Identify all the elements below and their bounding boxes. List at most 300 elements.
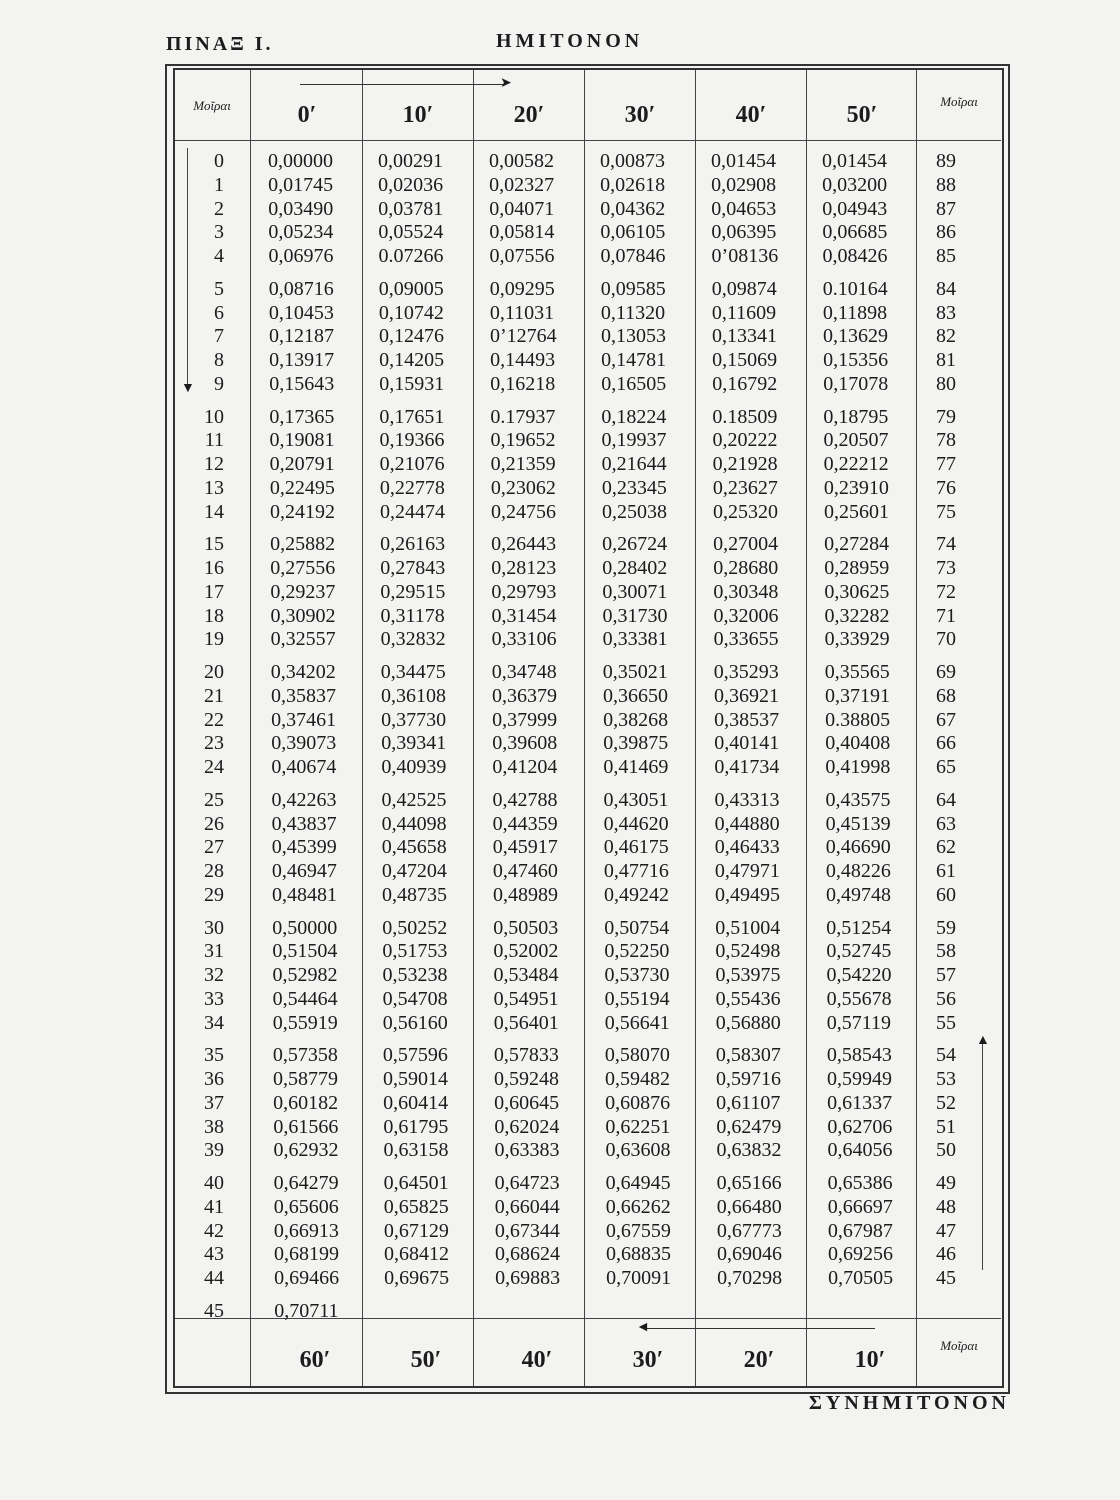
complement-degree-cell: 88 [936,173,956,196]
sine-value-cell: 0,17078 [823,372,889,395]
sine-value-cell: 0,58543 [826,1044,892,1067]
sine-value-cell: 0,53730 [604,964,670,986]
sine-value-cell: 0,13341 [711,325,777,348]
sine-value-cell: 0,65386 [827,1172,893,1194]
complement-degree-cell: 67 [936,708,956,731]
sine-value-cell: 0,56401 [493,1011,559,1034]
complement-degree-cell: 62 [936,836,956,859]
complement-degree-cell: 81 [936,349,956,371]
sine-value-cell: 0,33106 [491,628,557,651]
sine-value-cell: 0,50754 [604,916,670,939]
sine-value-cell: 0,69675 [384,1267,450,1289]
sine-value-cell: 0,26724 [602,533,668,556]
sine-value-cell: 0,17651 [379,405,445,428]
sine-value-cell: 0,47204 [381,860,447,882]
sine-value-cell: 0,04362 [600,197,666,220]
sine-value-cell: 0,25601 [823,500,889,523]
sine-value-cell: 0,06105 [600,221,666,244]
sine-value-cell: 0,49495 [715,883,781,906]
sine-value-cell: 0,54951 [493,987,559,1010]
degree-cell: 33 [204,987,224,1010]
sine-value-cell: 0,45658 [381,836,447,859]
page-title-sine: ΗΜΙΤΟΝΟΝ [496,30,644,52]
sine-value-cell: 0,48735 [382,883,448,906]
sine-value-cell: 0,68624 [495,1243,561,1266]
sine-value-cell: 0,08426 [822,245,888,267]
sine-value-cell: 0,11609 [711,301,777,324]
sine-value-cell: 0,21644 [601,453,667,475]
complement-degree-cell: 60 [936,883,956,906]
sine-value-cell: 0,67129 [383,1219,449,1242]
sine-value-cell: 0,05234 [268,221,334,244]
sine-value-cell: 0,67559 [605,1219,671,1242]
sine-value-cell: 0,02618 [600,173,666,196]
degree-cell: 1 [214,173,224,196]
degree-cell: 28 [204,860,224,882]
degree-cell: 38 [204,1115,224,1138]
complement-degree-cell: 65 [936,756,956,778]
sine-value-cell: 0,45917 [492,836,558,859]
sine-value-cell: 0,69256 [828,1243,894,1266]
sine-value-cell: 0.17937 [490,405,556,428]
sine-value-cell: 0,60876 [605,1091,671,1114]
sine-value-cell: 0,10742 [378,301,444,324]
bottom-minute-header: 60′ [299,1347,331,1373]
top-minute-header: 40′ [735,102,767,128]
sine-value-cell: 0,60182 [273,1091,339,1114]
sine-value-cell: 0,70505 [828,1267,894,1289]
sine-value-cell: 0,47971 [714,860,780,882]
sine-value-cell: 0,57596 [382,1044,448,1067]
sine-value-cell: 0,04653 [711,197,777,220]
sine-value-cell: 0,38268 [603,708,669,731]
degree-cell: 35 [204,1044,224,1067]
sine-value-cell: 0,65166 [716,1172,782,1194]
table-number: ΠΙΝΑΞ Ι. [166,33,274,55]
sine-value-cell: 0,38537 [714,708,780,731]
sine-value-cell: 0,55194 [604,987,670,1010]
sine-value-cell: 0,51753 [382,940,448,963]
header-divider [175,140,1001,141]
sine-value-cell: 0,58779 [273,1068,339,1090]
bottom-minute-header: 40′ [521,1347,553,1373]
sine-value-cell: 0,13053 [600,325,666,348]
sine-value-cell: 0,35837 [270,684,336,707]
sine-value-cell: 0,29793 [491,580,557,603]
top-minute-header: 30′ [624,102,656,128]
sine-value-cell: 0,32557 [270,628,336,651]
sine-value-cell: 0,00582 [489,150,554,172]
bottom-minute-header: 50′ [410,1347,442,1373]
sine-value-cell: 0,57119 [826,1011,892,1034]
sine-value-cell: 0,65825 [383,1195,449,1218]
complement-degree-cell: 74 [936,533,956,556]
sine-value-cell: 0,33655 [713,628,779,651]
sine-value-cell: 0,56160 [382,1011,448,1034]
sine-value-cell: 0,08716 [268,277,334,300]
sine-value-cell: 0,20791 [269,453,335,475]
degree-cell: 8 [214,349,224,371]
sine-value-cell: 0,59248 [494,1068,560,1090]
sine-value-cell: 0,40939 [381,756,447,778]
top-minute-header: 50′ [846,102,878,128]
col-divider [695,70,696,1386]
sine-value-cell: 0,33929 [824,628,890,651]
col-divider [584,70,585,1386]
complement-degree-cell: 54 [936,1044,956,1067]
sine-value-cell: 0,69466 [274,1267,340,1289]
degrees-label-left: Μοῖραι [193,98,231,113]
sine-value-cell: 0,62024 [494,1115,560,1138]
sine-value-cell: 0,15069 [712,349,778,371]
sine-value-cell: 0,46690 [825,836,891,859]
sine-value-cell: 0,14781 [601,349,667,371]
sine-value-cell: 0,52002 [493,940,559,963]
sine-value-cell: 0,30348 [713,580,779,603]
complement-degree-cell: 76 [936,476,956,499]
complement-degree-cell: 49 [936,1172,956,1194]
sine-value-cell: 0,23910 [823,476,889,499]
sine-value-cell: 0,30625 [824,580,890,603]
sine-value-cell: 0,57833 [493,1044,559,1067]
sine-value-cell: 0,45399 [271,836,337,859]
sine-value-cell: 0,44098 [381,812,447,835]
sine-value-cell: 0,09005 [378,277,444,300]
sine-value-cell: 0,15356 [823,349,889,371]
sine-value-cell: 0,64056 [827,1139,893,1162]
sine-value-cell: 0,52982 [272,964,338,986]
complement-degree-cell: 63 [936,812,956,835]
sine-value-cell: 0,61107 [716,1091,781,1114]
degree-cell: 41 [204,1195,224,1218]
sine-value-cell: 0,09295 [489,277,555,300]
bottom-minute-header: 20′ [743,1347,775,1373]
degree-cell: 12 [204,453,224,475]
sine-value-cell: 0,68199 [274,1243,340,1266]
sine-value-cell: 0,11898 [822,301,888,324]
sine-value-cell: 0,27843 [380,557,446,579]
col-divider [473,70,474,1386]
degree-cell: 0 [214,150,224,172]
complement-degree-cell: 69 [936,661,956,683]
complement-degree-cell: 80 [936,372,956,395]
sine-value-cell: 0,47460 [492,860,558,882]
sine-value-cell: 0,59014 [383,1068,449,1090]
sine-value-cell: 0,36379 [491,684,557,707]
complement-degree-cell: 77 [936,453,956,475]
sine-value-cell: 0,70298 [717,1267,783,1289]
sine-value-cell: 0,19652 [490,429,556,452]
sine-value-cell: 0,03781 [378,197,444,220]
degree-cell: 15 [204,533,224,556]
sine-value-cell: 0,66697 [827,1195,893,1218]
sine-value-cell: 0,27004 [713,533,779,556]
sine-value-cell: 0.18509 [712,405,778,428]
sine-value-cell: 0,16792 [712,372,778,395]
sine-value-cell: 0,48226 [825,860,891,882]
sine-value-cell: 0,51004 [715,916,781,939]
sine-value-cell: 0,02036 [378,173,444,196]
top-minute-header: 20′ [513,102,545,128]
sine-value-cell: 0,59949 [827,1068,893,1090]
sine-value-cell: 0,09874 [711,277,777,300]
complement-degree-cell: 47 [936,1219,956,1242]
sine-value-cell: 0,59716 [716,1068,782,1090]
degree-cell: 40 [204,1172,224,1194]
sine-value-cell: 0,46947 [271,860,337,882]
sine-value-cell: 0,41998 [825,756,891,778]
col-divider [806,70,807,1386]
sine-value-cell: 0,53484 [493,964,559,986]
sine-value-cell: 0,54220 [826,964,892,986]
sine-value-cell: 0,46433 [714,836,780,859]
sine-value-cell: 0,23062 [490,476,556,499]
sine-value-cell: 0.07266 [378,245,444,267]
sine-value-cell: 0,05524 [378,221,444,244]
sine-value-cell: 0,49242 [604,883,670,906]
degree-cell: 31 [204,940,224,963]
degree-cell: 11 [204,429,224,452]
complement-degree-cell: 82 [936,325,956,348]
sine-value-cell: 0,58307 [715,1044,781,1067]
sine-value-cell: 0,41469 [603,756,669,778]
sine-value-cell: 0,56641 [604,1011,670,1034]
sine-value-cell: 0,44880 [714,812,780,835]
sine-value-cell: 0,43313 [714,788,780,811]
degree-cell: 36 [204,1068,224,1090]
sine-value-cell: 0,50000 [272,916,338,939]
sine-value-cell: 0,55436 [715,987,781,1010]
sine-value-cell: 0,34202 [270,661,336,683]
sine-value-cell: 0,24474 [379,500,445,523]
sine-value-cell: 0,31730 [602,604,668,627]
degree-cell: 32 [204,964,224,986]
sine-value-cell: 0,67773 [716,1219,782,1242]
sine-value-cell: 0,02908 [711,173,777,196]
degrees-label-right: Μοῖραι [940,94,978,109]
sine-value-cell: 0,60414 [383,1091,449,1114]
sine-value-cell: 0,32282 [824,604,890,627]
sine-value-cell: 0,13629 [822,325,888,348]
arrow-up-icon: ▲ [976,1033,990,1048]
sine-value-cell: 0,51504 [272,940,338,963]
sine-value-cell: 0,64501 [383,1172,449,1194]
sine-value-cell: 0,24192 [269,500,335,523]
sine-value-cell: 0,27284 [824,533,890,556]
sine-value-cell: 0,52745 [826,940,892,963]
sine-value-cell: 0,12476 [378,325,444,348]
sine-value-cell: 0,66913 [273,1219,339,1242]
arrow-down-icon: ▼ [181,381,195,396]
complement-degree-cell: 70 [936,628,956,651]
complement-degree-cell: 89 [936,150,956,172]
sine-value-cell: 0,49748 [826,883,892,906]
sine-value-cell: 0,61566 [273,1115,339,1138]
sine-value-cell: 0,37730 [381,708,447,731]
complement-degree-cell: 64 [936,788,956,811]
complement-degree-cell: 71 [936,604,956,627]
sine-value-cell: 0,40674 [271,756,337,778]
complement-degree-cell: 50 [936,1139,956,1162]
sine-value-cell: 0,10453 [268,301,334,324]
arrow-right-line [300,84,505,85]
degree-cell: 13 [204,476,224,499]
sine-value-cell: 0,64279 [273,1172,339,1194]
sine-value-cell: 0,16218 [490,372,556,395]
sine-value-cell: 0,65606 [273,1195,339,1218]
sine-value-cell: 0,31178 [380,604,445,627]
sine-value-cell: 0,39341 [381,732,447,755]
complement-degree-cell: 84 [936,277,956,300]
sine-value-cell: 0,25882 [270,533,336,556]
sine-value-cell: 0,54708 [382,987,448,1010]
complement-degree-cell: 52 [936,1091,956,1114]
sine-value-cell: 0,51254 [826,916,892,939]
sine-value-cell: 0,66262 [605,1195,671,1218]
sine-value-cell: 0,53238 [382,964,448,986]
sine-value-cell: 0,43575 [825,788,891,811]
degree-cell: 44 [204,1267,224,1289]
sine-value-cell: 0,62706 [827,1115,893,1138]
degree-cell: 4 [214,245,224,267]
complement-degree-cell: 58 [936,940,956,963]
complement-degree-cell: 86 [936,221,956,244]
sine-value-cell: 0,53975 [715,964,781,986]
sine-value-cell: 0,68835 [606,1243,672,1266]
sine-value-cell: 0,20222 [712,429,778,452]
page-title-cosine: ΣΥΝΗΜΙΤΟΝΟΝ [808,1392,1010,1414]
sine-value-cell: 0,52498 [715,940,781,963]
complement-degree-cell: 75 [936,500,956,523]
complement-degree-cell: 59 [936,916,956,939]
sine-value-cell: 0,28680 [713,557,779,579]
degree-cell: 2 [214,197,224,220]
sine-value-cell: 0,34475 [380,661,446,683]
sine-value-cell: 0,17365 [269,405,335,428]
col-divider [250,70,251,1386]
sine-value-cell: 0,45139 [825,812,891,835]
sine-value-cell: 0,68412 [384,1243,450,1266]
sine-value-cell: 0,07556 [489,245,555,267]
sine-value-cell: 0,43837 [271,812,337,835]
sine-value-cell: 0,28959 [824,557,890,579]
sine-value-cell: 0,23627 [712,476,778,499]
sine-value-cell: 0,57358 [272,1044,338,1067]
sine-value-cell: 0’12764 [489,325,557,348]
sine-value-cell: 0,52250 [604,940,670,963]
complement-degree-cell: 53 [936,1068,956,1090]
sine-value-cell: 0,36650 [602,684,668,707]
sine-value-cell: 0,30071 [602,580,668,603]
degree-cell: 3 [214,221,224,244]
sine-value-cell: 0,31454 [491,604,557,627]
sine-value-cell: 0,63158 [383,1139,449,1162]
bottom-minute-header: 30′ [632,1347,664,1373]
arrow-right-icon: ➤ [500,76,512,91]
sine-value-cell: 0,12187 [268,325,334,348]
degree-cell: 18 [204,604,224,627]
sine-value-cell: 0,11031 [489,301,555,324]
degree-cell: 16 [204,557,224,579]
sine-value-cell: 0,25320 [712,500,778,523]
sine-value-cell: 0,23345 [601,476,667,499]
sine-value-cell: 0,16505 [601,372,667,395]
sine-value-cell: 0,43051 [603,788,669,811]
sine-value-cell: 0’08136 [711,245,779,267]
sine-value-cell: 0,36108 [380,684,446,707]
sine-value-cell: 0,09585 [600,277,666,300]
sine-value-cell: 0,00873 [600,150,665,172]
sine-value-cell: 0,32006 [713,604,779,627]
sine-value-cell: 0,36921 [713,684,779,707]
degree-cell: 43 [204,1243,224,1266]
degree-cell: 30 [204,916,224,939]
degrees-label-bottom: Μοῖραι [940,1338,978,1353]
sine-value-cell: 0,06395 [711,221,777,244]
sine-value-cell: 0,62932 [273,1139,339,1162]
complement-degree-cell: 61 [936,860,956,882]
sine-value-cell: 0,18224 [601,405,667,428]
sine-value-cell: 0,05814 [489,221,555,244]
sine-value-cell: 0,44620 [603,812,669,835]
sine-value-cell: 0,34748 [491,661,557,683]
sine-value-cell: 0,28123 [491,557,557,579]
sine-value-cell: 0,55919 [272,1011,338,1034]
complement-degree-cell: 83 [936,301,956,324]
complement-degree-cell: 56 [936,987,956,1010]
sine-value-cell: 0,21928 [712,453,778,475]
complement-degree-cell: 73 [936,557,956,579]
degree-cell: 19 [204,628,224,651]
sine-value-cell: 0,03490 [268,197,334,220]
sine-value-cell: 0,47716 [603,860,669,882]
sine-value-cell: 0,58070 [604,1044,670,1067]
sine-value-cell: 0,66044 [494,1195,560,1218]
complement-degree-cell: 46 [936,1243,956,1266]
sine-value-cell: 0,01454 [711,150,776,172]
sine-value-cell: 0,04943 [822,197,888,220]
sine-value-cell: 0,18795 [823,405,889,428]
sine-value-cell: 0,64945 [605,1172,671,1194]
arrow-left-icon: ◄ [636,1320,650,1335]
sine-value-cell: 0,25038 [601,500,667,523]
sine-value-cell: 0,64723 [494,1172,560,1194]
sine-value-cell: 0,48481 [272,883,338,906]
sine-value-cell: 0,14205 [379,349,445,371]
degree-cell: 37 [204,1091,224,1114]
arrow-up-line [982,1042,983,1270]
sine-value-cell: 0,15931 [379,372,445,395]
sine-value-cell: 0,30902 [270,604,336,627]
top-minute-header: 10′ [402,102,434,128]
col-divider [362,70,363,1386]
complement-degree-cell: 68 [936,684,956,707]
col-divider [916,70,917,1386]
sine-value-cell: 0,42525 [381,788,447,811]
degree-cell: 22 [204,708,224,731]
degree-cell: 45 [204,1299,224,1322]
sine-value-cell: 0,27556 [270,557,336,579]
sine-value-cell: 0,69046 [717,1243,783,1266]
sine-value-cell: 0,60645 [494,1091,560,1114]
sine-value-cell: 0,46175 [603,836,669,859]
sine-value-cell: 0,22778 [379,476,445,499]
degree-cell: 14 [204,500,224,523]
sine-value-cell: 0,70091 [606,1267,672,1289]
sine-value-cell: 0,50252 [382,916,448,939]
complement-degree-cell: 79 [936,405,956,428]
sine-value-cell: 0,01745 [268,173,334,196]
